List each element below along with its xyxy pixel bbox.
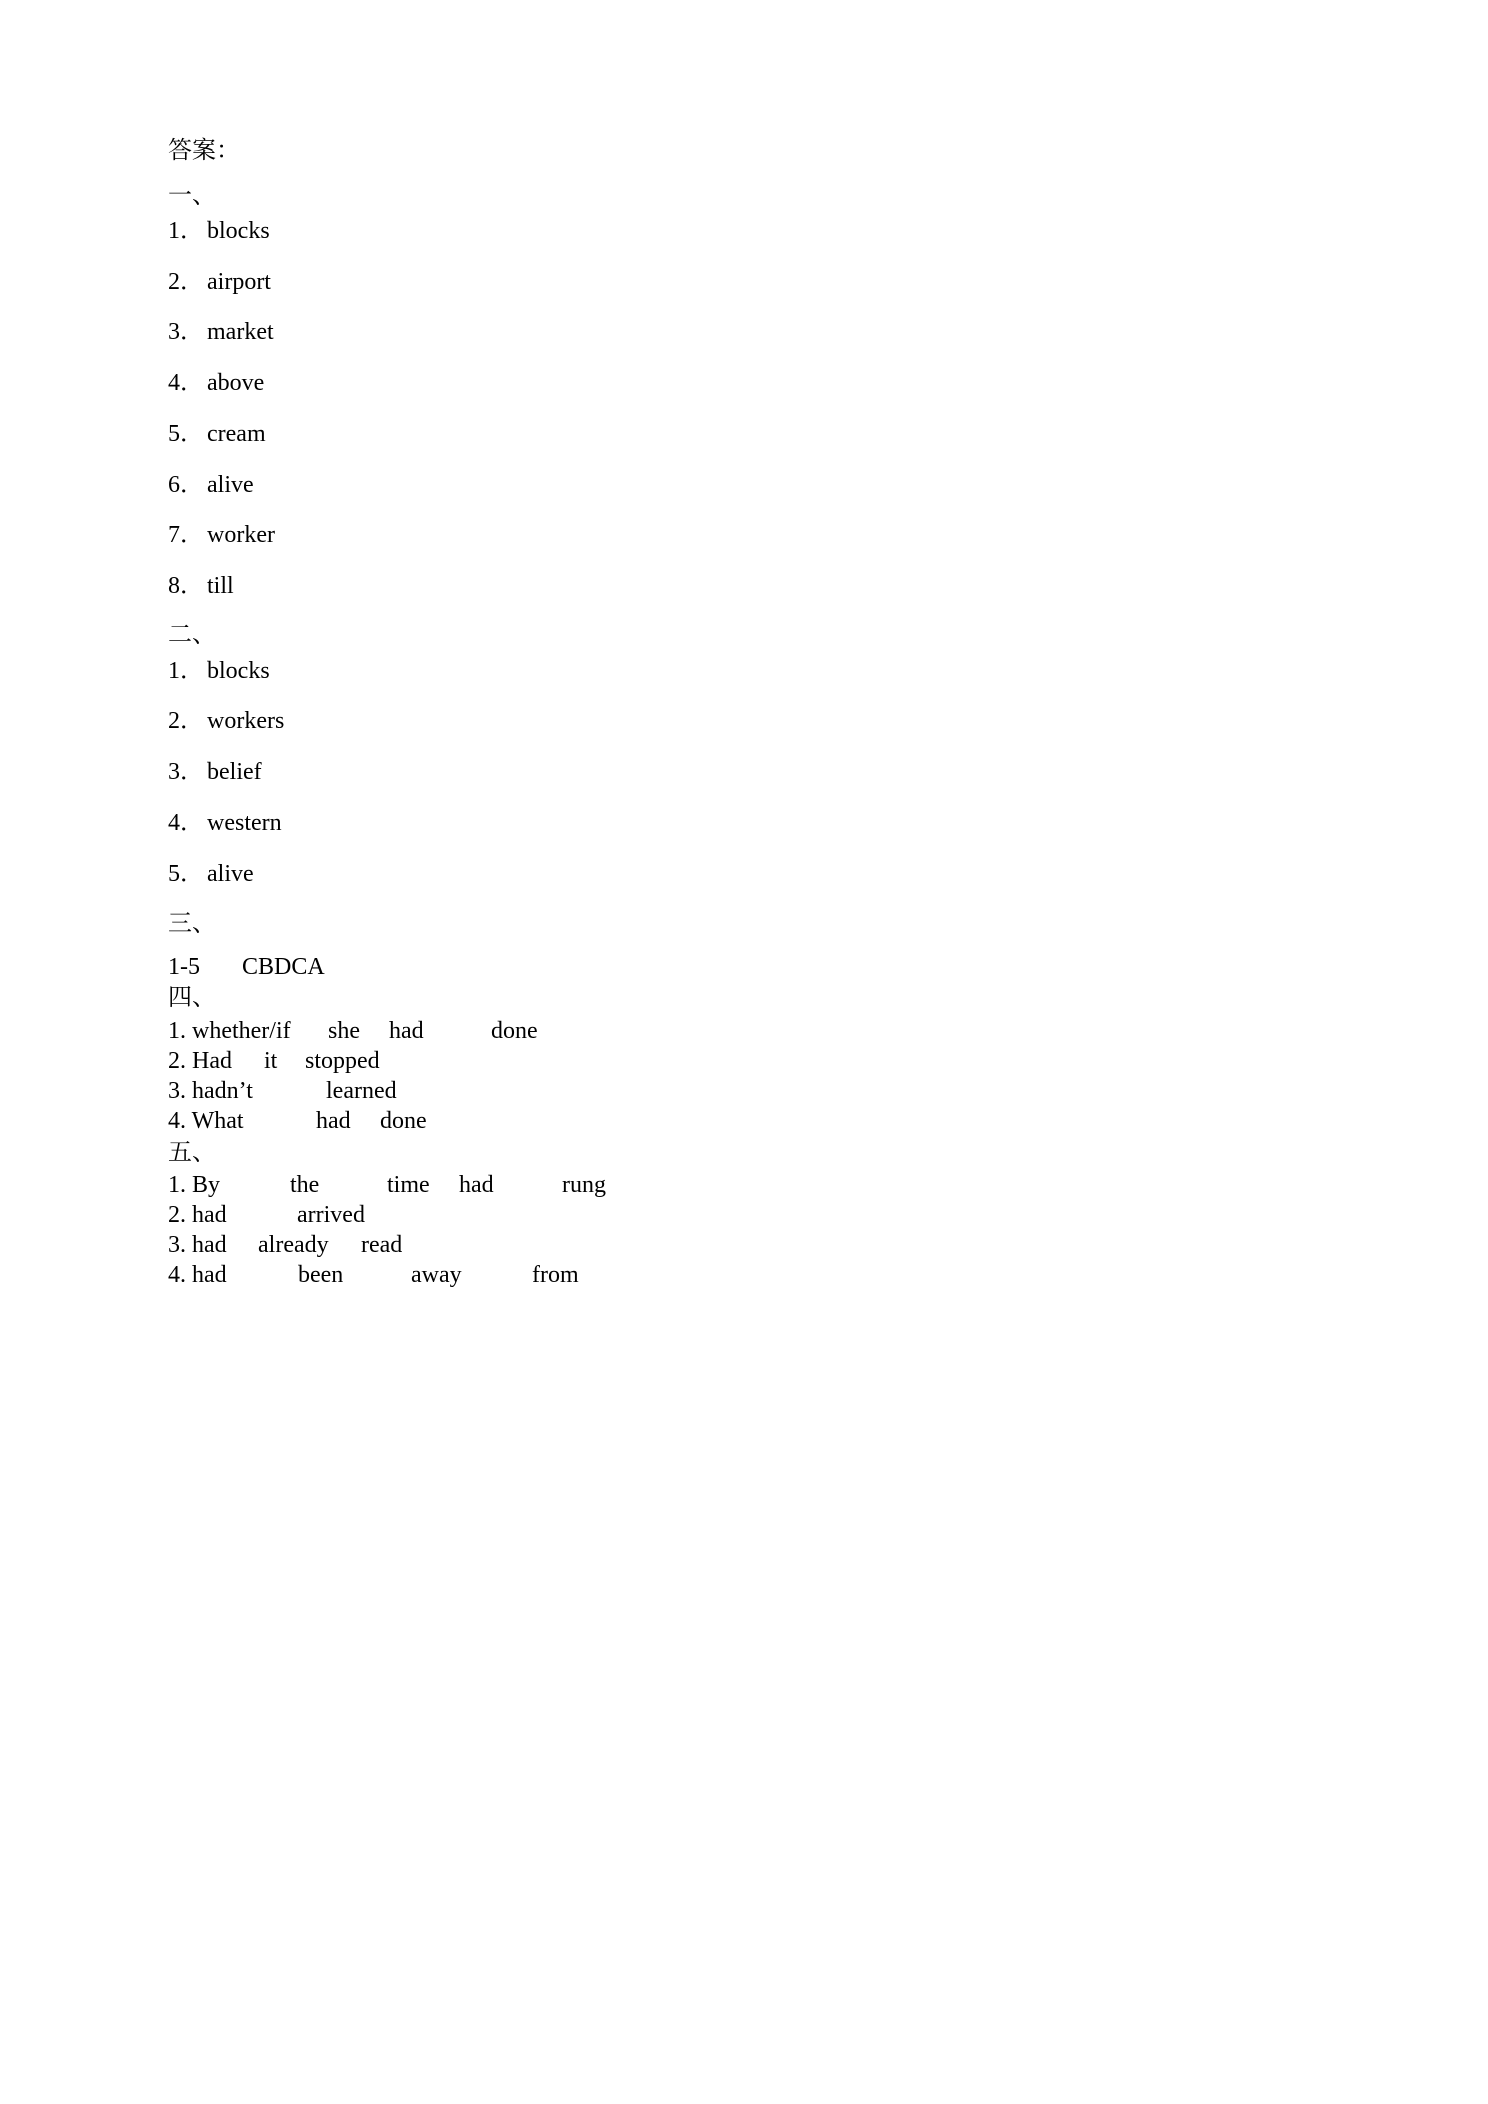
list-item [168,368,264,398]
fill-in-word: 1. whether/if [168,1018,291,1044]
item-answer: till [207,573,234,599]
page-title: 答案： [168,138,240,164]
choice-answers-row [168,952,468,982]
fill-in-word: away [411,1262,462,1288]
list-item [168,571,234,601]
fill-in-row [168,1016,668,1046]
fill-in-word: 4. What [168,1108,244,1134]
fill-in-word: read [361,1232,403,1258]
item-number: 4． [168,370,204,396]
section-heading-2: 二、 [168,622,216,648]
choice-answers: CBDCA [242,954,325,980]
item-answer: blocks [207,218,270,244]
fill-in-word: arrived [297,1202,365,1228]
fill-in-row [168,1076,668,1106]
fill-in-word: had [459,1172,494,1198]
section-heading-3: 三、 [168,911,216,937]
list-item [168,216,270,246]
section-heading-5: 五、 [168,1140,216,1166]
item-number: 4． [168,810,204,836]
fill-in-row [168,1200,668,1230]
fill-in-word: rung [562,1172,606,1198]
item-number: 1． [168,218,204,244]
fill-in-word: the [290,1172,320,1198]
item-answer: western [207,810,282,836]
list-item [168,757,262,787]
item-number: 5． [168,861,204,887]
fill-in-word: 2. had [168,1202,227,1228]
item-answer: alive [207,861,254,887]
fill-in-word: done [491,1018,538,1044]
item-number: 3． [168,759,204,785]
item-answer: blocks [207,658,270,684]
list-item [168,808,282,838]
list-item [168,520,275,550]
item-answer: belief [207,759,262,785]
fill-in-word: had [389,1018,424,1044]
item-number: 3． [168,319,204,345]
item-number: 6． [168,472,204,498]
item-answer: alive [207,472,254,498]
fill-in-word: 4. had [168,1262,227,1288]
item-answer: airport [207,269,271,295]
item-number: 1． [168,658,204,684]
fill-in-word: it [264,1048,278,1074]
fill-in-row [168,1106,668,1136]
list-item [168,419,266,449]
fill-in-word: from [532,1262,579,1288]
section-heading-4: 四、 [168,985,216,1011]
item-answer: cream [207,421,266,447]
fill-in-word: been [298,1262,344,1288]
item-answer: worker [207,522,275,548]
fill-in-row [168,1260,668,1290]
item-answer: above [207,370,265,396]
list-item [168,470,254,500]
fill-in-row [168,1230,668,1260]
fill-in-word: done [380,1108,427,1134]
item-number: 2． [168,269,204,295]
list-item [168,317,274,347]
item-answer: workers [207,708,285,734]
list-item [168,267,271,297]
item-number: 2． [168,708,204,734]
fill-in-word: time [387,1172,430,1198]
fill-in-word: 1. By [168,1172,221,1198]
fill-in-word: 2. Had [168,1048,232,1074]
item-number: 5． [168,421,204,447]
list-item [168,859,254,889]
fill-in-word: she [328,1018,360,1044]
fill-in-row [168,1170,668,1200]
item-answer: market [207,319,274,345]
fill-in-row [168,1046,668,1076]
fill-in-word: stopped [305,1048,380,1074]
section-heading-1: 一、 [168,183,216,209]
fill-in-word: already [258,1232,329,1258]
fill-in-word: 3. hadn’t [168,1078,253,1104]
list-item [168,706,284,736]
list-item [168,656,270,686]
question-range: 1-5 [168,954,200,980]
item-number: 8． [168,573,204,599]
fill-in-word: learned [326,1078,397,1104]
fill-in-word: had [316,1108,351,1134]
fill-in-word: 3. had [168,1232,227,1258]
item-number: 7． [168,522,204,548]
